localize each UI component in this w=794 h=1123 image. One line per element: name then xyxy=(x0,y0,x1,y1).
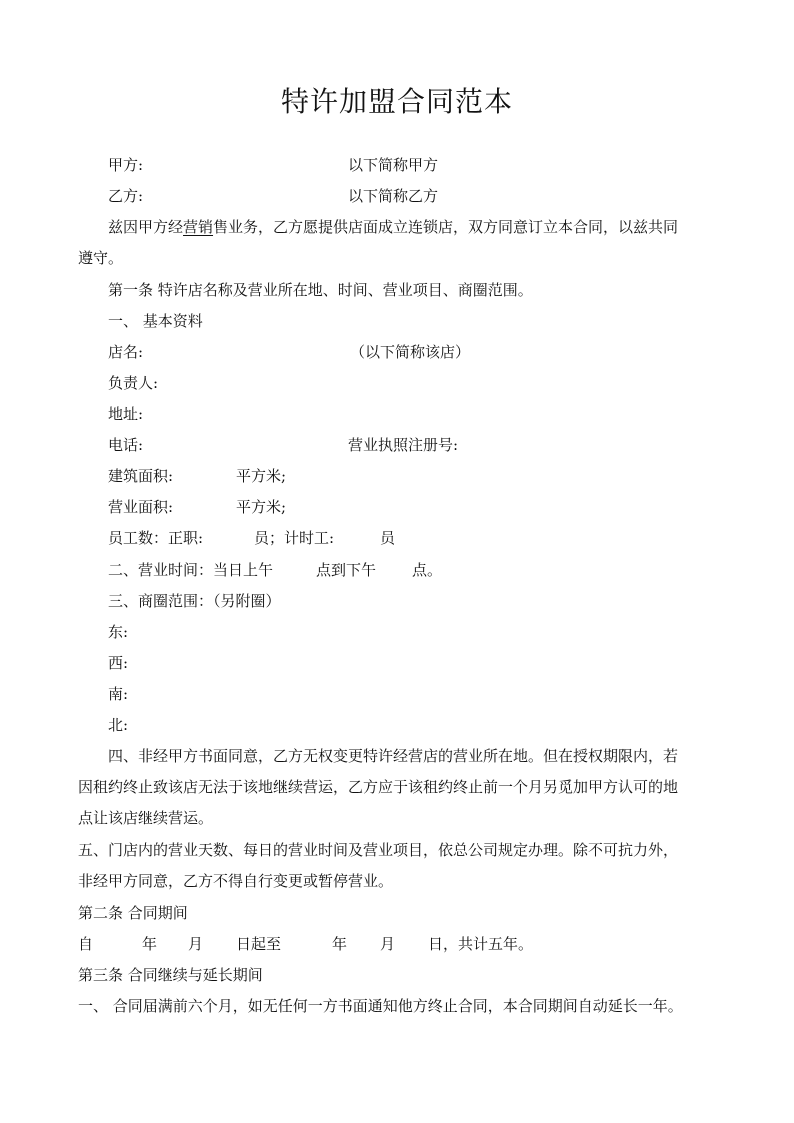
trade-area-heading: 三、商圈范围：（另附圈） xyxy=(108,592,281,610)
clause5-line-1: 五、门店内的营业天数、每日的营业时间及营业项目，依总公司规定办理。除不可抗力外， xyxy=(78,841,679,859)
staff-fulltime-label: 员工数：正职: xyxy=(108,529,204,547)
trade-area-east: 东: xyxy=(108,623,129,641)
trade-area-west: 西: xyxy=(108,654,129,672)
party-b-label: 乙方: xyxy=(108,187,144,205)
trade-area-south: 南: xyxy=(108,685,129,703)
term-month-1: 月 xyxy=(188,935,204,953)
business-hours-start: 二、营业时间：当日上午 xyxy=(108,561,274,579)
phone-label: 电话: xyxy=(108,436,144,454)
basic-info-heading: 一、 基本资料 xyxy=(108,312,203,330)
article2-heading: 第二条 合同期间 xyxy=(78,904,188,922)
document-title: 特许加盟合同范本 xyxy=(280,85,513,118)
staff-parttime-unit: 员 xyxy=(380,529,396,547)
intro-line-1 xyxy=(108,217,678,237)
business-area-unit: 平方米; xyxy=(236,498,287,516)
article3-heading: 第三条 合同继续与延长期间 xyxy=(78,966,263,984)
party-a-note: 以下简称甲方 xyxy=(348,156,439,174)
party-a-label: 甲方: xyxy=(108,156,144,174)
business-hours-end: 点。 xyxy=(412,561,443,579)
building-area-unit: 平方米; xyxy=(236,467,287,485)
clause4-line-3: 点让该店继续营运。 xyxy=(78,809,214,827)
address-label: 地址: xyxy=(108,405,144,423)
intro-line-2: 遵守。 xyxy=(78,249,124,267)
clause4-line-1: 四、非经甲方书面同意，乙方无权变更特许经营店的营业所在地。但在授权期限内，若 xyxy=(108,747,679,765)
business-area-label: 营业面积: xyxy=(108,498,174,516)
term-year-1: 年 xyxy=(142,935,158,953)
intro-pre: 兹因甲方经 xyxy=(108,218,184,236)
intro-underlined-term: 营销 xyxy=(183,218,214,236)
article3-item-1: 一、 合同届满前六个月，如无任何一方书面通知他方终止合同，本合同期间自动延长一年。 xyxy=(78,997,683,1015)
term-month-2: 月 xyxy=(380,935,396,953)
term-day-total: 日，共计五年。 xyxy=(428,935,534,953)
trade-area-north: 北: xyxy=(108,716,129,734)
license-number-label: 营业执照注册号: xyxy=(348,436,459,454)
article1-heading: 第一条 特许店名称及营业所在地、时间、营业项目、商圈范围。 xyxy=(108,281,533,299)
term-from-label: 自 xyxy=(78,935,94,953)
term-year-2: 年 xyxy=(332,935,348,953)
building-area-label: 建筑面积: xyxy=(108,467,174,485)
clause5-line-2: 非经甲方同意，乙方不得自行变更或暂停营业。 xyxy=(78,872,394,890)
manager-label: 负责人: xyxy=(108,374,159,392)
business-hours-mid: 点到下午 xyxy=(316,561,377,579)
clause4-line-2: 因租约终止致该店无法于该地继续营运，乙方应于该租约终止前一个月另觅加甲方认可的地 xyxy=(78,778,679,796)
term-day-from: 日起至 xyxy=(236,935,282,953)
staff-parttime-label: 员；计时工: xyxy=(254,529,335,547)
intro-post: 售业务，乙方愿提供店面成立连锁店，双方同意订立本合同，以兹共同 xyxy=(213,218,679,236)
store-name-note: （以下简称该店） xyxy=(350,343,471,361)
store-name-label: 店名: xyxy=(108,343,144,361)
party-b-note: 以下简称乙方 xyxy=(348,187,439,205)
